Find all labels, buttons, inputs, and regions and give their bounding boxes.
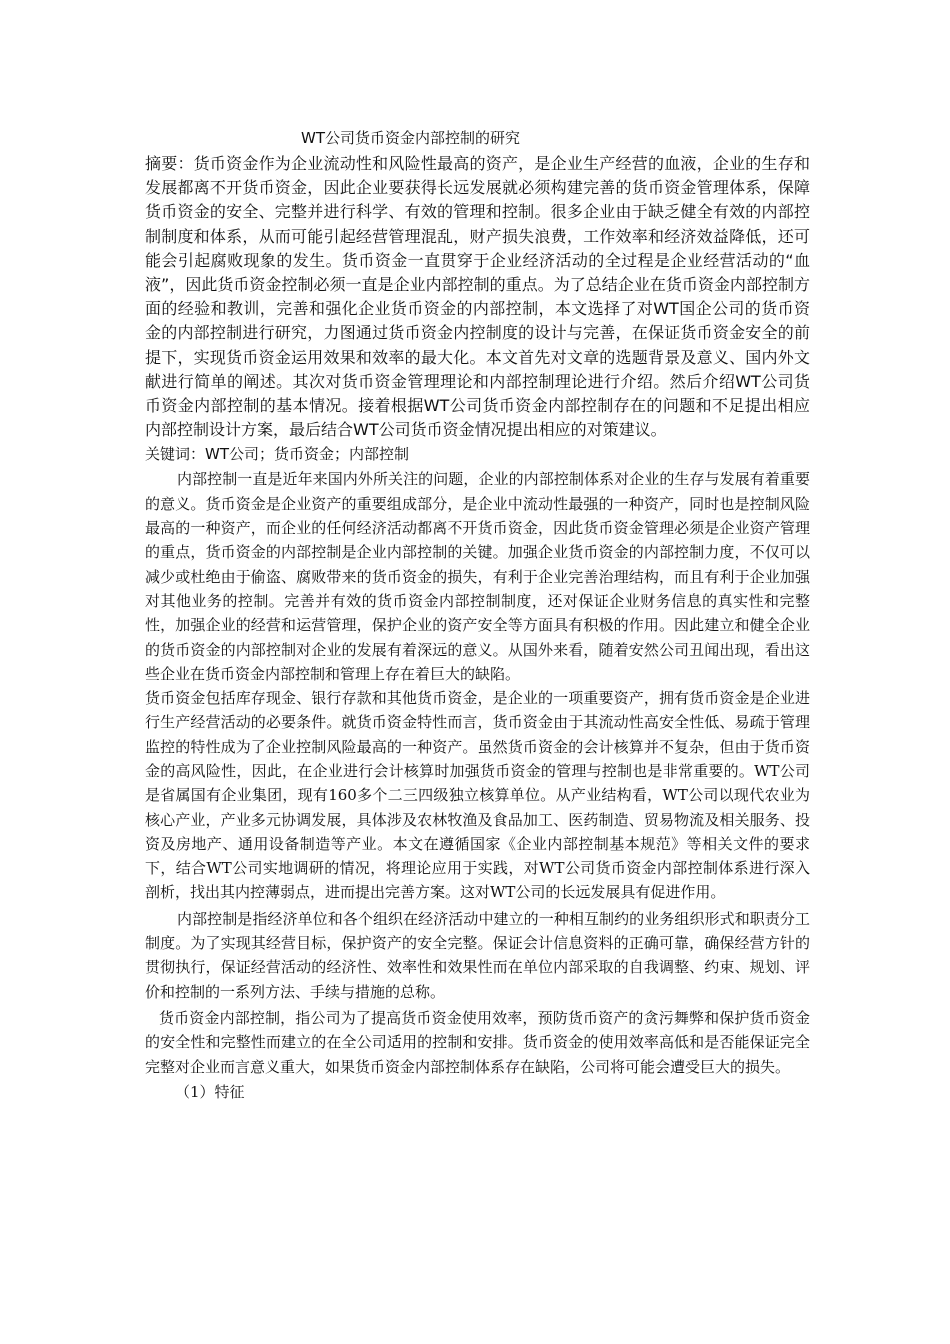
document-page xyxy=(145,126,810,1105)
keywords-line: 关键词：WT公司；货币资金；内部控制 xyxy=(145,445,409,464)
body-paragraph-1: 内部控制一直是近年来国内外所关注的问题，企业的内部控制体系对企业的生存与发展有着重要的意义。货币资金是企业资产的重要组成部分，是企业中流动性最强的一种资产，同时也是控制风险最高的一种资产，而企业的任何经济活动都离不开货币资金，因此货币资金管理必须是企业资产管理的重点，货币资金的内部控制是企业内部控制的关键。加强企业货币资金的内部控制力度，不仅可以减少或杜绝由于偷盗、腐败带来的货币资金的损失，有利于企业完善治理结构，而且有利于企业加强对其他业务的控制。完善并有效的货币资金内部控制制度，还对保证企业财务信息的真实性和完整性，加强企业的经营和运营管理，保护企业的资产安全等方面具有积极的作用。因此建立和健全企业的货币资金的内部控制对企业的发展有着深远的意义。从国外来看，随着安然公司丑闻出现，看出这些企业在货币资金内部控制和管理上存在着巨大的缺陷。 xyxy=(145,470,810,683)
abstract-paragraph: 摘要：货币资金作为企业流动性和风险性最高的资产，是企业生产经营的血液，企业的生存和发展都离不开货币资金，因此企业要获得长远发展就必须构建完善的货币资金管理体系，保障货币资金的安全、完整并进行科学、有效的管理和控制。很多企业由于缺乏健全有效的内部控制制度和体系，从而可能引起经营管理混乱，财产损失浪费，工作效率和经济效益降低，还可能会引起腐败现象的发生。货币资金一直贯穿于企业经济活动的全过程是企业经营活动的“血液”，因此货币资金控制必须一直是企业内部控制的重点。为了总结企业在货币资金内部控制方面的经验和教训，完善和强化企业货币资金的内部控制，本文选择了对WT国企公司的货币资金的内部控制进行研究，力图通过货币资金内控制度的设计与完善，在保证货币资金安全的前提下，实现货币资金运用效果和效率的最大化。本文首先对文章的选题背景及意义、国内外文献进行简单的阐述。其次对货币资金管理理论和内部控制理论进行介绍。然后介绍WT公司货币资金内部控制的基本情况。接着根据WT公司货币资金内部控制存在的问题和不足提出相应内部控制设计方案，最后结合WT公司货币资金情况提出相应的对策建议。 xyxy=(145,154,810,440)
subsection-heading: （1）特征 xyxy=(175,1082,245,1101)
document-title: WT公司货币资金内部控制的研究 xyxy=(301,129,520,147)
body-paragraph-2: 货币资金包括库存现金、银行存款和其他货币资金，是企业的一项重要资产，拥有货币资金是企业进行生产经营活动的必要条件。就货币资金特性而言，货币资金由于其流动性高安全性低、易疏于管理监控的特性成为了企业控制风险最高的一种资产。虽然货币资金的会计核算并不复杂，但由于货币资金的高风险性，因此，在企业进行会计核算时加强货币资金的管理与控制也是非常重要的。WT公司是省属国有企业集团，现有160多个二三四级独立核算单位。从产业结构看，WT公司以现代农业为核心产业，产业多元协调发展，具体涉及农林牧渔及食品加工、医药制造、贸易物流及相关服务、投资及房地产、通用设备制造等产业。本文在遵循国家《企业内部控制基本规范》等相关文件的要求下，结合WT公司实地调研的情况，将理论应用于实践，对WT公司货币资金内部控制体系进行深入剖析，找出其内控薄弱点，进而提出完善方案。这对WT公司的长远发展具有促进作用。 xyxy=(145,689,810,902)
body-paragraph-4: 货币资金内部控制，指公司为了提高货币资金使用效率，预防货币资产的贪污舞弊和保护货币资金的安全性和完整性而建立的在全公司适用的控制和安排。货币资金的使用效率高低和是否能保证完全完整对企业而言意义重大，如果货币资金内部控制体系存在缺陷，公司将可能会遭受巨大的损失。 xyxy=(145,1008,810,1076)
body-paragraph-3: 内部控制是指经济单位和各个组织在经济活动中建立的一种相互制约的业务组织形式和职责分工制度。为了实现其经营目标，保护资产的安全完整。保证会计信息资料的正确可靠，确保经营方针的贯彻执行，保证经营活动的经济性、效率性和效果性而在单位内部采取的自我调整、约束、规划、评价和控制的一系列方法、手续与措施的总称。 xyxy=(145,909,810,1001)
